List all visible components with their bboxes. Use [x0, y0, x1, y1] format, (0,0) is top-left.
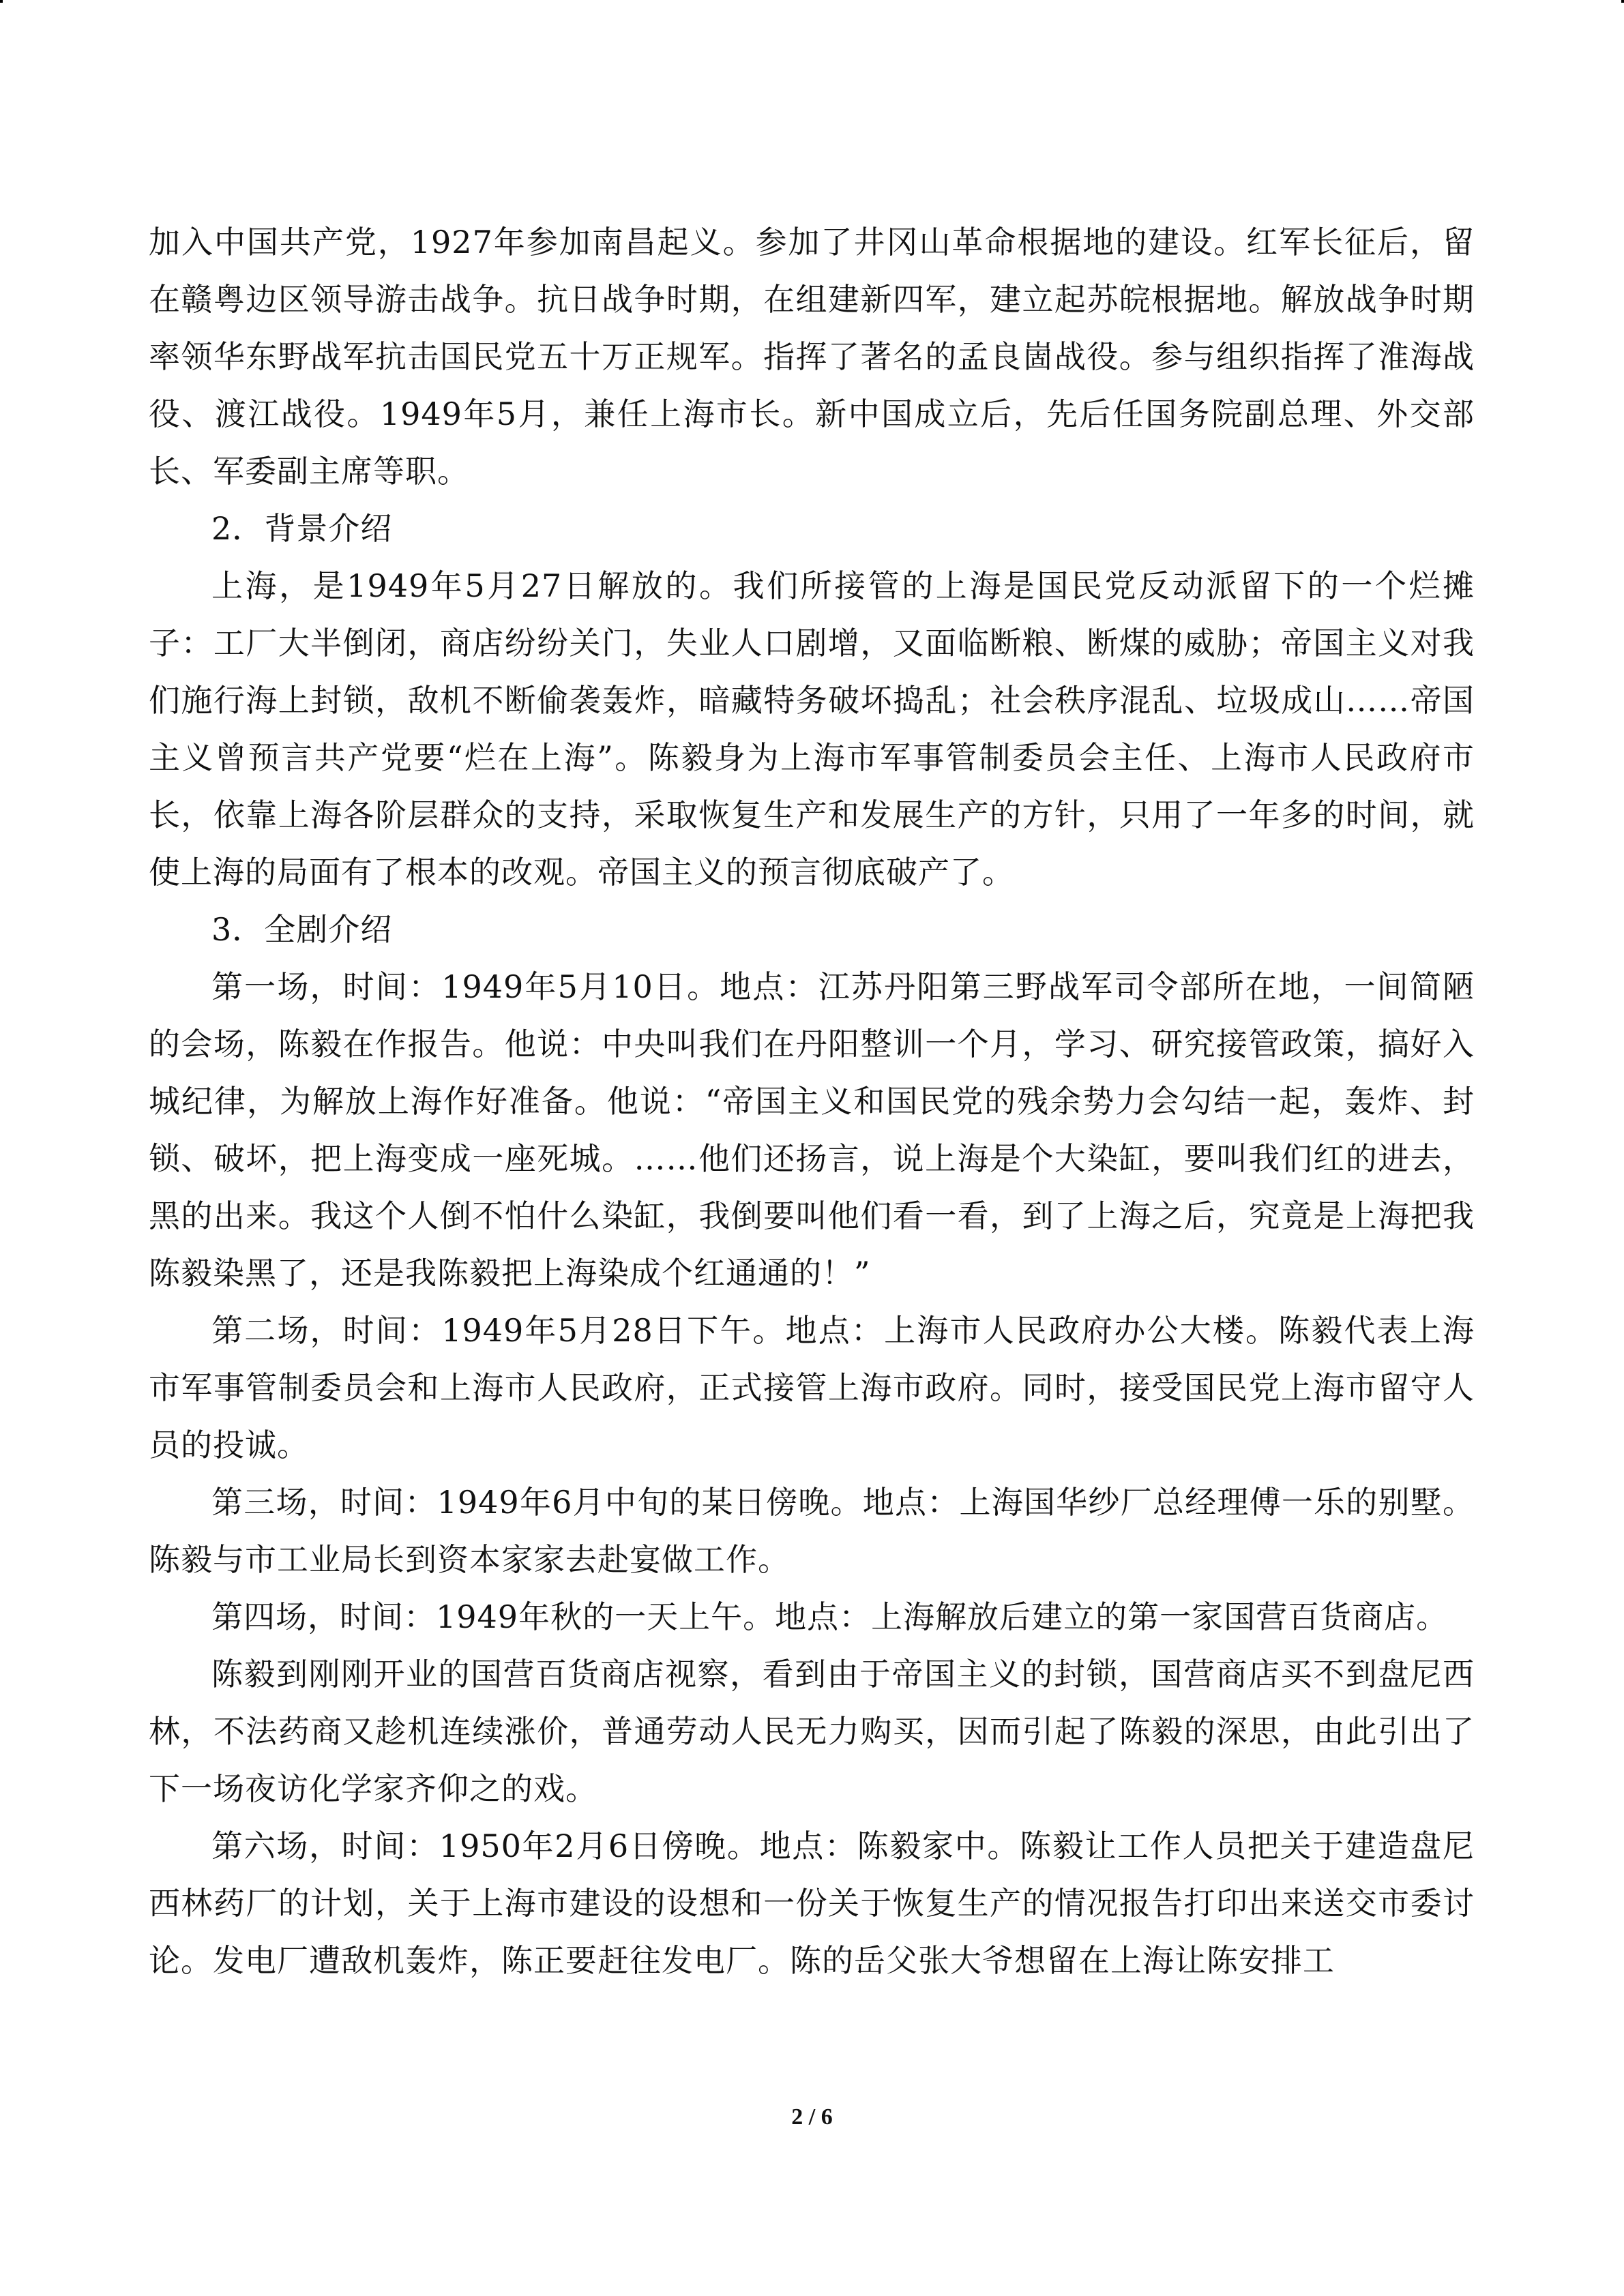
- paragraph-scene-four-detail: 陈毅到刚刚开业的国营百货商店视察，看到由于帝国主义的封锁，国营商店买不到盘尼西林，不法药商又趁机连续涨价，普通劳动人民无力购买，因而引起了陈毅的深思，由此引出了下一场夜访化学家齐仰之的戏。: [149, 1656, 1475, 1807]
- paragraph-chen-yi-biography: 加入中国共产党，1927年参加南昌起义。参加了井冈山革命根据地的建设。红军长征后，留在赣粤边区领导游击战争。抗日战争时期，在组建新四军，建立起苏皖根据地。解放战争时期率领华东野战军抗击国民党五十万正规军。指挥了著名的孟良崮战役。参与组织指挥了淮海战役、渡江战役。1949年5月，兼任上海市长。新中国成立后，先后任国务院副总理、外交部长、军委副主席等职。: [149, 224, 1475, 490]
- section-heading-background: 2．背景介绍: [211, 510, 393, 547]
- document-body: [149, 213, 1475, 1989]
- paragraph-scene-six: 第六场，时间：1950年2月6日傍晚。地点：陈毅家中。陈毅让工作人员把关于建造盘尼西林药厂的计划，关于上海市建设的设想和一份关于恢复生产的情况报告打印出来送交市委讨论。发电厂遭敌机轰炸，陈正要赶往发电厂。陈的岳父张大爷想留在上海让陈安排工: [149, 1828, 1475, 1979]
- paragraph-scene-two: 第二场，时间：1949年5月28日下午。地点：上海市人民政府办公大楼。陈毅代表上海市军事管制委员会和上海市人民政府，正式接管上海市政府。同时，接受国民党上海市留守人员的投诚。: [149, 1312, 1475, 1463]
- paragraph-scene-four: 第四场，时间：1949年秋的一天上午。地点：上海解放后建立的第一家国营百货商店。: [211, 1598, 1449, 1635]
- page-number: 2 / 6: [791, 2104, 833, 2130]
- paragraph-scene-three: 第三场，时间：1949年6月中旬的某日傍晚。地点：上海国华纱厂总经理傅一乐的别墅。陈毅与市工业局长到资本家家去赴宴做工作。: [149, 1484, 1475, 1578]
- page-corner-mark-left: [0, 0, 3, 3]
- paragraph-scene-one: 第一场，时间：1949年5月10日。地点：江苏丹阳第三野战军司令部所在地，一间简陋的会场，陈毅在作报告。他说：中央叫我们在丹阳整训一个月，学习、研究接管政策，搞好入城纪律，为解放上海作好准备。他说：“帝国主义和国民党的残余势力会勾结一起，轰炸、封锁、破坏，把上海变成一座死城。……他们还扬言，说上海是个大染缸，要叫我们红的进去，黑的出来。我这个人倒不怕什么染缸，我倒要叫他们看一看，到了上海之后，究竟是上海把我陈毅染黑了，还是我陈毅把上海染成个红通通的！”: [149, 968, 1475, 1292]
- page-corner-mark-right: [1621, 0, 1624, 3]
- section-heading-full-play: 3．全剧介绍: [211, 911, 393, 948]
- paragraph-background: 上海，是1949年5月27日解放的。我们所接管的上海是国民党反动派留下的一个烂摊子：工厂大半倒闭，商店纷纷关门，失业人口剧增，又面临断粮、断煤的威胁；帝国主义对我们施行海上封锁，敌机不断偷袭轰炸，暗藏特务破坏捣乱；社会秩序混乱、垃圾成山……帝国主义曾预言共产党要“烂在上海”。陈毅身为上海市军事管制委员会主任、上海市人民政府市长，依靠上海各阶层群众的支持，采取恢复生产和发展生产的方针，只用了一年多的时间，就使上海的局面有了根本的改观。帝国主义的预言彻底破产了。: [149, 567, 1475, 891]
